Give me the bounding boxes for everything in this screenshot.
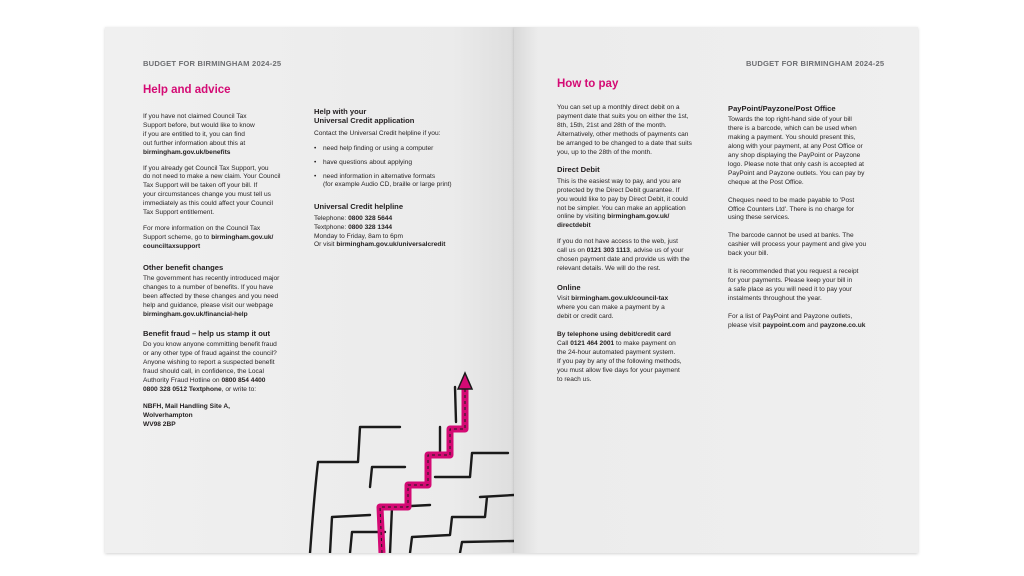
how-to-pay-title: How to pay [557, 78, 619, 90]
benefit-fraud-heading: Benefit fraud – help us stamp it out [143, 328, 270, 338]
uc-telephone: 0800 328 5644 [348, 214, 393, 222]
no-web-paragraph: If you do not have access to the web, just call us on 0121 303 1113, advise us of your chosen payment date and provide us with the relevant details. We will do the rest. [557, 238, 690, 272]
payment-phone: 0121 464 2001 [570, 339, 615, 347]
direct-debit-link[interactable]: birmingham.gov.uk/ [607, 213, 670, 221]
direct-debit-heading: Direct Debit [557, 165, 600, 175]
universal-credit-help-heading: Help with your Universal Credit application [314, 107, 415, 126]
running-head-left: BUDGET FOR BIRMINGHAM 2024-25 [143, 59, 282, 68]
outlets-paragraph: For a list of PayPoint and Payzone outlets, please visit paypoint.com and payzone.co.uk [728, 312, 866, 329]
financial-help-link[interactable]: birmingham.gov.uk/financial-help [143, 310, 248, 318]
arrow-head-icon [458, 373, 472, 389]
claim-paragraph: If you have not claimed Council Tax Support before, but would like to know if you are entitled to it, you can find out further information about this at birmingham.gov.uk/benefits [143, 113, 313, 158]
right-column-1 [557, 104, 729, 391]
fraud-hotline-phone: 0800 854 4400 [221, 376, 266, 384]
uc-bullet-computer: • need help finding or using a computer [314, 145, 494, 154]
monthly-dd-paragraph: You can set up a monthly direct debit on a payment date that suits you on either the 1st, 8th, 15th, 21st and 28th of the month. Alternatively, other methods of payments can be arranged to be changed to a date that suits you, up to the 28th of the month. [557, 104, 692, 156]
pink-arrow-scribble [380, 385, 465, 553]
pink-arrow-path [380, 385, 465, 553]
telephone-payment-heading: By telephone using debit/credit card [557, 331, 671, 339]
council-tax-support-link-2[interactable]: counciltaxsupport [143, 242, 201, 250]
uc-bullet-applying: • have questions about applying [314, 159, 494, 168]
direct-debit-paragraph: This is the easiest way to pay, and you are protected by the Direct Debit guarantee. If you would like to pay by Direct Debit, it could not be simpler. You can make an application online by visiting birmingham.gov.uk/ directdebit [557, 178, 729, 231]
maze-arrow-illustration [300, 367, 514, 553]
uc-bullet-formats: • need information in alternative formats (for example Audio CD, braille or large print) [314, 173, 494, 191]
postal-address: NBFH, Mail Handling Site A, Wolverhampton WV98 2BP [143, 403, 230, 429]
right-page [514, 27, 918, 553]
already-get-paragraph: If you already get Council Tax Support, you do not need to make a new claim. Your Council Tax Support will be taken off your bill. If your circumstances change you must tell us immediately as this could affect your Council Tax Support entitlement. [143, 164, 281, 217]
council-tax-support-link[interactable]: birmingham.gov.uk/ [211, 233, 274, 241]
running-head-right: BUDGET FOR BIRMINGHAM 2024-25 [746, 59, 885, 68]
cheques-paragraph: Cheques need to be made payable to 'Post Office Counters Ltd'. There is no charge for using these services. [728, 196, 855, 222]
left-column-1 [143, 113, 313, 437]
fraud-paragraph: Do you know anyone committing benefit fraud or any other type of fraud against the council? Anyone wishing to report a suspected benefit fraud should call, in confidence, the Local Authority Fraud Hotline on 0800 854 4400 0800 328 0512 Textphone, or write to: [143, 341, 277, 393]
maze-line [310, 427, 400, 553]
uc-helpline-heading: Universal Credit helpline [314, 202, 404, 212]
maze-line [480, 495, 514, 497]
maze-line [455, 387, 456, 422]
barcode-paragraph: Towards the top right-hand side of your bill there is a barcode, which can be used when making a payment. You should present this, along with your payment, at any Post Office or any shop displaying the PayPoint or Payzone logo. Please note that only cash is accepted at PayPoint and Payzone outlets. You can pay by cheque at the Post Office. [728, 116, 865, 186]
direct-debit-link-2[interactable]: directdebit [557, 222, 591, 230]
left-page [105, 27, 514, 553]
payzone-link[interactable]: payzone.co.uk [820, 321, 866, 329]
help-and-advice-title: Help and advice [143, 84, 231, 96]
other-benefit-paragraph: The government has recently introduced major changes to a number of benefits. If you have been affected by these changes and you need help and guidance, please visit our webpage birmingham.gov.uk/financial-help [143, 275, 313, 320]
uc-intro: Contact the Universal Credit helpline if you: [314, 129, 441, 137]
paypoint-link[interactable]: paypoint.com [762, 321, 806, 329]
online-heading: Online [557, 282, 581, 292]
benefits-link[interactable]: birmingham.gov.uk/benefits [143, 148, 231, 156]
receipt-paragraph: It is recommended that you request a receipt for your payments. Please keep your bill in a safe place as you will need it to pay your instalments throughout the year. [728, 268, 859, 302]
paypoint-heading: PayPoint/Payzone/Post Office [728, 104, 836, 113]
uc-bullet-list [314, 145, 494, 191]
more-info-paragraph: For more information on the Council Tax Support scheme, go to birmingham.gov.uk/ counciltaxsupport [143, 225, 313, 252]
uc-textphone: 0800 328 1344 [348, 223, 393, 231]
council-tax-phone: 0121 303 1113 [586, 247, 630, 255]
maze-line [370, 467, 405, 487]
universal-credit-link[interactable]: birmingham.gov.uk/universalcredit [336, 241, 446, 249]
maze-line [460, 541, 514, 553]
fraud-textphone: 0800 328 0512 Textphone [143, 385, 222, 393]
council-tax-link[interactable]: birmingham.gov.uk/council-tax [571, 295, 669, 303]
uc-contact-details: Telephone: 0800 328 5644 Textphone: 0800 328 1344 Monday to Friday, 8am to 6pm Or visit birmingham.gov.uk/universalcredit [314, 214, 446, 249]
right-column-2 [728, 104, 904, 338]
telephone-payment-paragraph: Call 0121 464 2001 to make payment on the 24-hour automated payment system. If you pay by any of the following methods, you must allow five days for your payment to reach us. [557, 339, 682, 383]
banks-paragraph: The barcode cannot be used at banks. The cashier will process your payment and give you back your bill. [728, 232, 867, 258]
online-paragraph: Visit birmingham.gov.uk/council-tax where you can make a payment by a debit or credit card. [557, 295, 669, 321]
left-column-2 [314, 107, 494, 257]
other-benefit-changes-heading: Other benefit changes [143, 262, 224, 272]
